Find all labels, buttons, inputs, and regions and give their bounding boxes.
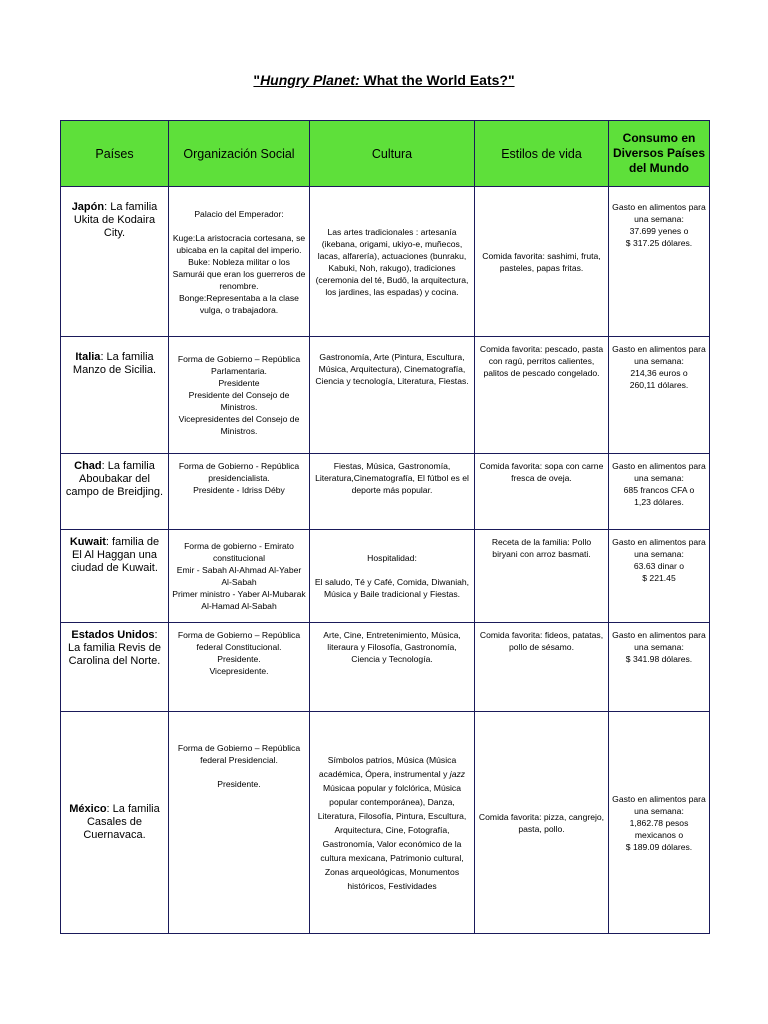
estilo-text: Comida favorita: pizza, cangrejo, pasta, pollo. bbox=[478, 811, 605, 834]
consumo-line: $ 221.45 bbox=[642, 573, 676, 583]
table-row bbox=[61, 454, 710, 530]
consumo-line: 685 francos CFA o bbox=[623, 485, 695, 495]
country-name: Kuwait bbox=[69, 536, 106, 548]
org-line: Forma de Gobierno – República Parlamentaria. bbox=[177, 354, 301, 376]
org-line: Bonge:Representaba a la clase vulga, o trabajadora. bbox=[179, 292, 299, 315]
estilo-cell bbox=[475, 454, 609, 530]
cultura-text: Símbolos patrios, Música (Música académica, Ópera, instrumental y bbox=[318, 754, 457, 779]
estilo-cell bbox=[475, 530, 609, 623]
consumo-cell bbox=[609, 337, 710, 454]
org-cell bbox=[169, 530, 310, 623]
estilo-text: Comida favorita: fideos, patatas, pollo de sésamo. bbox=[479, 630, 604, 652]
consumo-line: Gasto en alimentos para una semana: bbox=[612, 461, 706, 483]
consumo-line: $ 341.98 dólares. bbox=[625, 654, 693, 664]
country-name: México bbox=[69, 803, 107, 815]
cultura-cell bbox=[310, 712, 475, 934]
org-line: Forma de gobierno - Emirato constitucional bbox=[184, 541, 294, 563]
consumo-line: Gasto en alimentos para una semana: bbox=[612, 793, 706, 816]
table-row bbox=[61, 187, 710, 337]
country-name: Italia bbox=[75, 351, 101, 363]
org-line: Presidente bbox=[218, 378, 260, 388]
org-cell bbox=[169, 712, 310, 934]
estilo-text: Comida favorita: sashimi, fruta, pasteles, papas fritas. bbox=[482, 250, 601, 273]
org-line: Presidente del Consejo de Ministros. bbox=[188, 390, 290, 412]
header-cultura: Cultura bbox=[310, 121, 475, 187]
consumo-line: 1,23 dólares. bbox=[634, 497, 684, 507]
consumo-line: Gasto en alimentos para una semana: bbox=[612, 537, 706, 559]
country-cell bbox=[61, 454, 169, 530]
cultura-text: Arte, Cine, Entretenimiento, Música, literaura y Filosofía, Gastronomía, Ciencia y Tecnología. bbox=[323, 630, 461, 664]
consumo-line: 37.699 yenes o bbox=[629, 226, 689, 236]
consumo-line: $ 317.25 dólares. bbox=[625, 238, 693, 248]
country-name: Estados Unidos bbox=[71, 629, 155, 641]
org-cell bbox=[169, 337, 310, 454]
cultura-cell bbox=[310, 530, 475, 623]
country-name: Japón bbox=[71, 201, 105, 213]
header-estilos: Estilos de vida bbox=[475, 121, 609, 187]
cultura-cell bbox=[310, 623, 475, 712]
header-organizacion: Organización Social bbox=[169, 121, 310, 187]
country-desc: : La familia Manzo de Sicilia. bbox=[72, 351, 157, 376]
org-line: Presidente - Idriss Déby bbox=[193, 485, 285, 495]
estilo-cell bbox=[475, 712, 609, 934]
cultura-text: Fiestas, Música, Gastronomía, Literatura,Cinematografía, El fútbol es el deporte más popular. bbox=[315, 461, 469, 495]
estilo-cell bbox=[475, 337, 609, 454]
org-cell bbox=[169, 454, 310, 530]
title-rest: What the World Eats?" bbox=[359, 72, 515, 88]
consumo-line: 63.63 dinar o bbox=[633, 561, 685, 571]
country-desc: : La familia Revis de Carolina del Norte. bbox=[68, 629, 161, 667]
cultura-line: Hospitalidad: bbox=[367, 553, 417, 563]
title-italic: Hungry Planet: bbox=[260, 72, 360, 88]
org-line: Forma de Gobierno – República federal Presidencial. bbox=[177, 743, 301, 765]
country-cell bbox=[61, 187, 169, 337]
header-row bbox=[61, 121, 710, 187]
cultura-line: El saludo, Té y Café, Comida, Diwaniah, Música y Baile tradicional y Fiestas. bbox=[314, 577, 470, 599]
org-cell bbox=[169, 187, 310, 337]
cultura-text: Músicaa popular y folclórica, Música popular contemporánea), Danza, Literatura, Filosofía, Pintura, Escultura, Arquitectura, Cine, Fotografía, Gastronomía, Valor económico de la cultura mexicana, Patrimonio cultural, Zonas arqueológicas, Monumentos históricos, Festividades bbox=[317, 782, 467, 891]
org-line: Palacio del Emperador: bbox=[194, 208, 284, 219]
country-cell bbox=[61, 530, 169, 623]
consumo-cell bbox=[609, 187, 710, 337]
table-row bbox=[61, 337, 710, 454]
header-paises: Países bbox=[61, 121, 169, 187]
estilo-cell bbox=[475, 623, 609, 712]
consumo-line: $ 189.09 dólares. bbox=[625, 841, 693, 852]
estilo-text: Receta de la familia: Pollo biryani con arroz basmati. bbox=[491, 537, 592, 559]
title-quote: " bbox=[253, 72, 261, 88]
country-name: Chad bbox=[74, 460, 102, 472]
comparison-table bbox=[60, 120, 710, 934]
cultura-text: Las artes tradicionales : artesanía (ikebana, origami, ukiyo-e, muñecos, lacas, alfarería), actuaciones (bunraku, Kabuki, Noh, rakugo), tradiciones (ceremonia del té, Budō, la arquitectura, los jardines, las espadas) y cocina. bbox=[315, 226, 469, 297]
org-line: Presidente. bbox=[217, 654, 261, 664]
org-line: Emir - Sabah Al-Ahmad Al-Yaber Al-Sabah bbox=[176, 565, 302, 587]
estilo-text: Comida favorita: sopa con carne fresca de oveja. bbox=[479, 461, 604, 483]
consumo-cell bbox=[609, 530, 710, 623]
consumo-line: Gasto en alimentos para una semana: bbox=[612, 630, 706, 652]
country-cell bbox=[61, 712, 169, 934]
cultura-cell bbox=[310, 337, 475, 454]
cultura-cell bbox=[310, 454, 475, 530]
consumo-cell bbox=[609, 623, 710, 712]
consumo-line: Gasto en alimentos para una semana: bbox=[612, 202, 706, 224]
cultura-cell bbox=[310, 187, 475, 337]
org-line: Vicepresidentes del Consejo de Ministros. bbox=[178, 414, 300, 436]
org-line: Kuge:La aristocracia cortesana, se ubicaba en la capital del imperio. bbox=[172, 232, 306, 255]
org-line: Presidente. bbox=[217, 779, 261, 789]
table-row bbox=[61, 623, 710, 712]
document-title bbox=[0, 72, 768, 88]
table-row bbox=[61, 530, 710, 623]
country-desc: : familia de El Al Haggan una ciudad de Kuwait. bbox=[71, 536, 160, 574]
country-desc: : La familia Casales de Cuernavaca. bbox=[83, 803, 160, 841]
country-desc: : La familia Ukita de Kodaira City. bbox=[73, 201, 158, 239]
cultura-italic: jazz bbox=[449, 768, 466, 779]
consumo-cell bbox=[609, 454, 710, 530]
consumo-line: Gasto en alimentos para una semana: bbox=[612, 344, 706, 366]
estilo-text: Comida favorita: pescado, pasta con ragú, perritos calientes, palitos de pescado congelado. bbox=[479, 344, 604, 378]
table-row bbox=[61, 712, 710, 934]
org-line: Forma de Gobierno – República federal Constitucional. bbox=[177, 630, 301, 652]
country-desc: : La familia Aboubakar del campo de Breidjing. bbox=[65, 460, 164, 498]
consumo-cell bbox=[609, 712, 710, 934]
consumo-line: 1,862.78 pesos mexicanos o bbox=[629, 817, 689, 840]
country-cell bbox=[61, 337, 169, 454]
header-consumo: Consumo en Diversos Países del Mundo bbox=[609, 121, 710, 187]
org-cell bbox=[169, 623, 310, 712]
estilo-cell bbox=[475, 187, 609, 337]
consumo-line: 260,11 dólares. bbox=[629, 380, 689, 390]
cultura-text: Gastronomía, Arte (Pintura, Escultura, Música, Arquitectura), Cinematografía, Ciencia y tecnología, Literatura, Fiestas. bbox=[315, 352, 469, 386]
consumo-line: 214,36 euros o bbox=[630, 368, 688, 378]
org-line: Primer ministro - Yaber Al-Mubarak Al-Hamad Al-Sabah bbox=[172, 589, 306, 611]
org-line: Forma de Gobierno - República presidencialista. bbox=[178, 461, 300, 483]
org-line: Vicepresidente. bbox=[209, 666, 269, 676]
country-cell bbox=[61, 623, 169, 712]
org-line: Buke: Nobleza militar o los Samurái que eran los guerreros de renombre. bbox=[172, 256, 306, 291]
